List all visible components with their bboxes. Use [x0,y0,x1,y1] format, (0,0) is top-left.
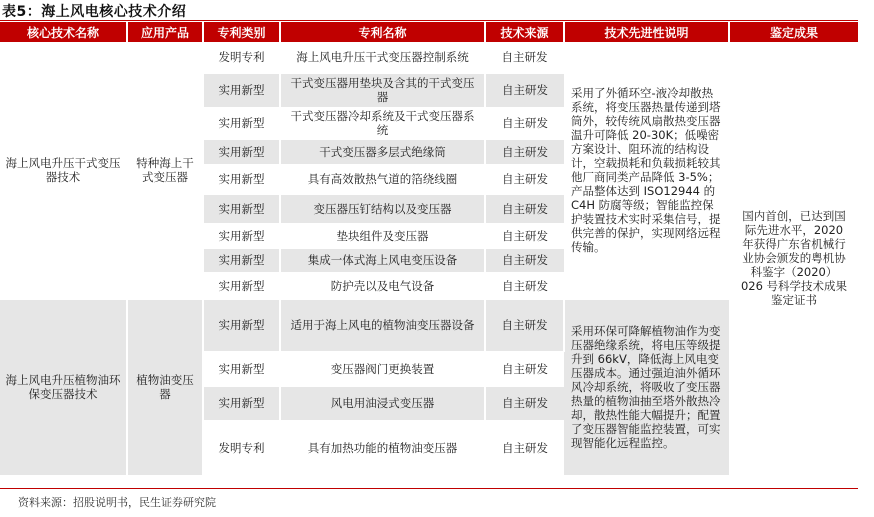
header-product: 应用产品 [127,22,203,42]
advantage-text: 采用了外循环空-液冷却散热系统，将变压器热量传递到塔筒外，较传统风扇散热变压器温升可降低 20-30K；低噪密方案设计、阻环流的结构设计，空载损耗和负载损耗较其他厂商同类产品降低 3-5%；产品整体达到 ISO12944 的 C4H 防腐等级；智能监控保护装置技术实时采集信号，提供完善的保护，实现网络远程传输。 [564,42,729,299]
header-evaluation: 鉴定成果 [729,22,858,42]
patent-type: 发明专利 [203,42,280,73]
patent-name: 干式变压器用垫块及含其的干式变压器 [280,73,485,107]
patent-name: 变压器压钉结构以及变压器 [280,194,485,223]
table-title: 表5：海上风电核心技术介绍 [2,4,187,20]
patent-type: 实用新型 [203,139,280,164]
patent-name: 集成一体式海上风电变压设备 [280,248,485,272]
top-rule [0,20,858,21]
tech-source: 自主研发 [485,272,564,299]
header-row [0,22,858,42]
patent-type: 实用新型 [203,194,280,223]
tech-source: 自主研发 [485,42,564,73]
header-core-tech: 核心技术名称 [0,22,127,42]
patent-name: 海上风电升压干式变压器控制系统 [280,42,485,73]
patent-type: 实用新型 [203,351,280,386]
patent-name: 垫块组件及变压器 [280,223,485,248]
core-tech-table [0,22,858,476]
patent-type: 实用新型 [203,272,280,299]
patent-type: 实用新型 [203,73,280,107]
patent-name: 适用于海上风电的植物油变压器设备 [280,299,485,351]
core-tech-name: 海上风电升压植物油环保变压器技术 [0,299,127,475]
patent-type: 实用新型 [203,299,280,351]
header-patent-type: 专利类别 [203,22,280,42]
source-note: 资料来源：招股说明书，民生证券研究院 [18,496,216,509]
tech-source: 自主研发 [485,223,564,248]
tech-source: 自主研发 [485,139,564,164]
tech-source: 自主研发 [485,73,564,107]
tech-source: 自主研发 [485,386,564,420]
patent-type: 实用新型 [203,107,280,139]
advantage-text: 采用环保可降解植物油作为变压器绝缘系统，将电压等级提升到 66kV，降低海上风电变压器成本。通过强迫油外循环风冷却系统，将吸收了变压器热量的植物油抽至塔外散热冷却，散热性能大幅提升；配置了变压器智能监控装置，可实现智能化远程监控。 [564,299,729,475]
patent-type: 实用新型 [203,248,280,272]
product-name: 植物油变压器 [127,299,203,475]
tech-source: 自主研发 [485,164,564,194]
patent-name: 变压器阀门更换装置 [280,351,485,386]
product-name: 特种海上干式变压器 [127,42,203,299]
patent-type: 实用新型 [203,386,280,420]
tech-source: 自主研发 [485,299,564,351]
patent-name: 防护壳以及电气设备 [280,272,485,299]
header-advantage: 技术先进性说明 [564,22,729,42]
tech-source: 自主研发 [485,420,564,475]
table-row [0,42,858,73]
patent-type: 实用新型 [203,223,280,248]
tech-source: 自主研发 [485,351,564,386]
evaluation-text: 国内首创，已达到国际先进水平，2020 年获得广东省机械行业协会颁发的粤机协科鉴字（2020）026 号科学技术成果鉴定证书 [729,42,858,475]
patent-name: 干式变压器多层式绝缘筒 [280,139,485,164]
patent-name: 风电用油浸式变压器 [280,386,485,420]
patent-type: 发明专利 [203,420,280,475]
tech-source: 自主研发 [485,194,564,223]
tech-source: 自主研发 [485,248,564,272]
tech-source: 自主研发 [485,107,564,139]
patent-type: 实用新型 [203,164,280,194]
core-tech-name: 海上风电升压干式变压器技术 [0,42,127,299]
patent-name: 具有加热功能的植物油变压器 [280,420,485,475]
bottom-rule [0,488,858,489]
patent-name: 干式变压器冷却系统及干式变压器系统 [280,107,485,139]
patent-name: 具有高效散热气道的箔绕线圈 [280,164,485,194]
header-tech-source: 技术来源 [485,22,564,42]
header-patent-name: 专利名称 [280,22,485,42]
